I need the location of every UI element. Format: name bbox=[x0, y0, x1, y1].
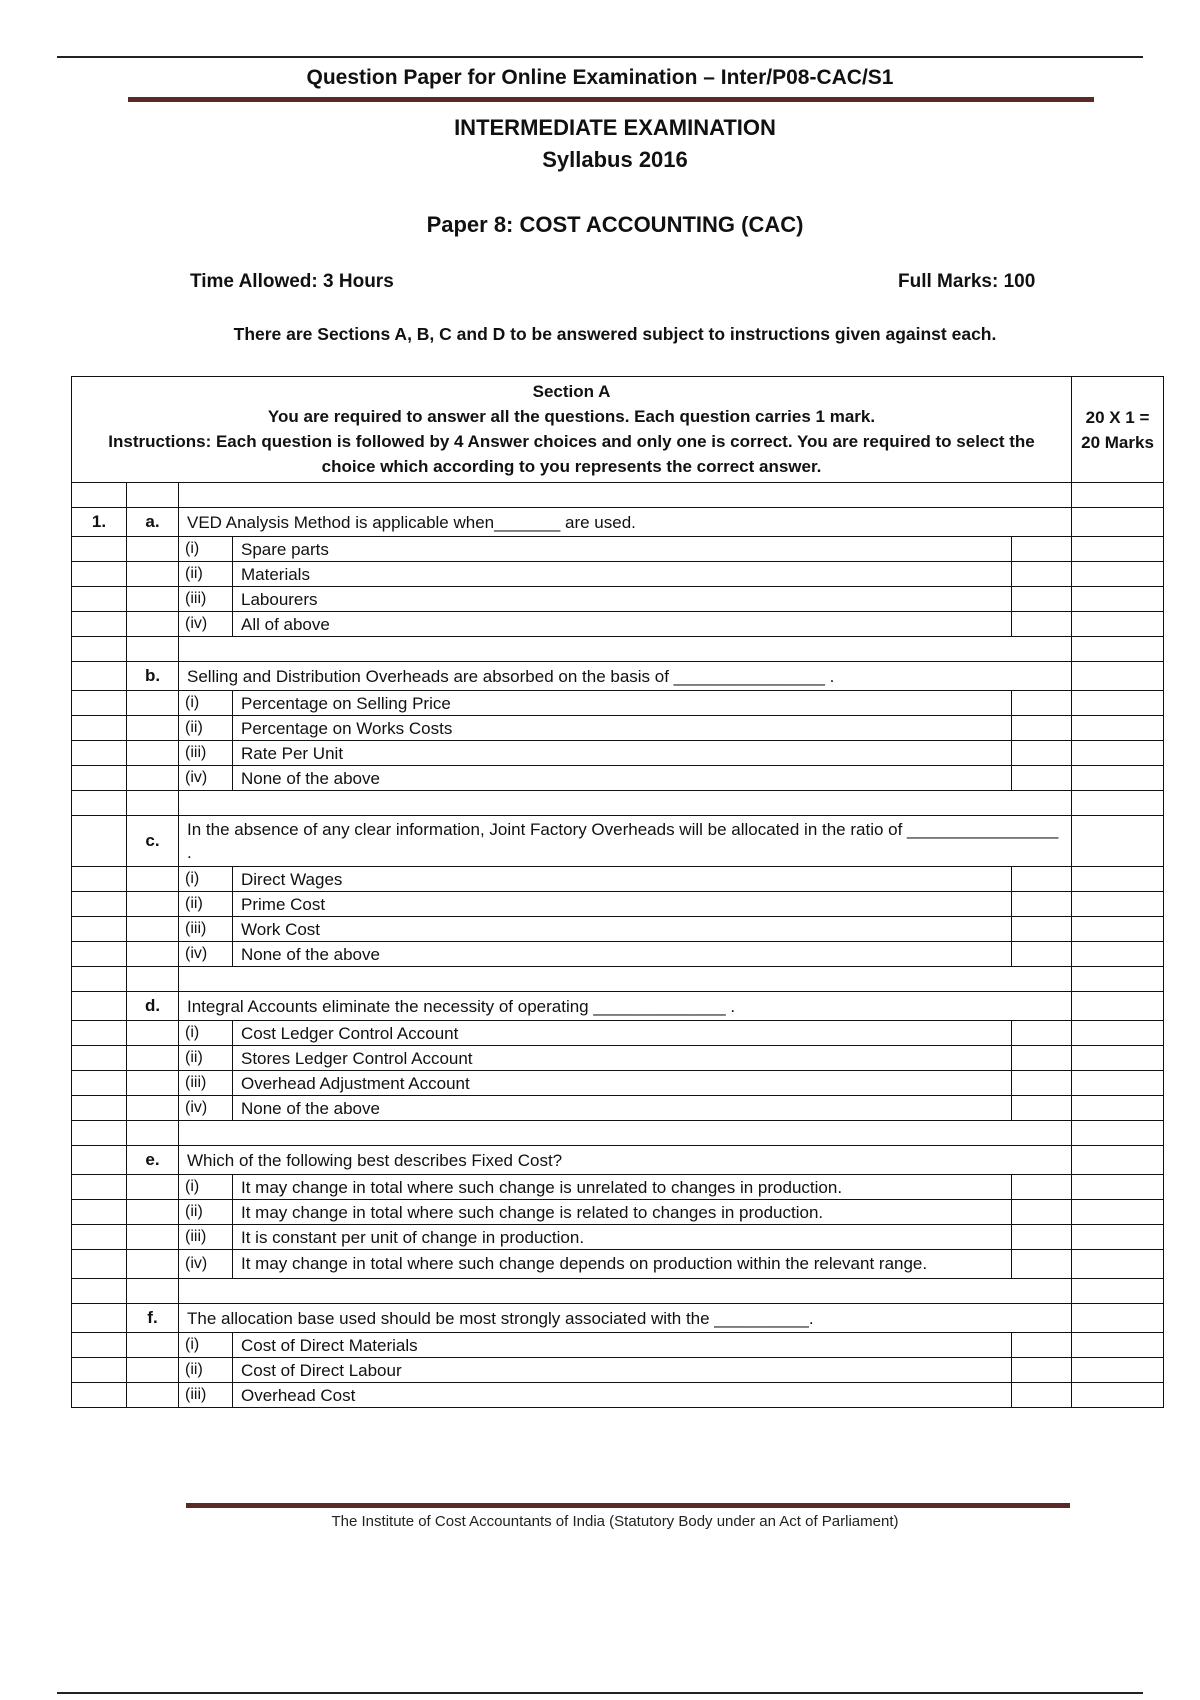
question-row bbox=[72, 816, 1164, 867]
marks-cell bbox=[1072, 377, 1164, 483]
option-text: It may change in total where such change is unrelated to changes in production. bbox=[233, 1175, 1012, 1200]
blank-cell bbox=[72, 1121, 127, 1146]
question-label: c. bbox=[127, 816, 179, 867]
option-number: (iv) bbox=[179, 1250, 233, 1279]
option-number: (ii) bbox=[179, 716, 233, 741]
answer-cell bbox=[1012, 1046, 1072, 1071]
answer-cell bbox=[1012, 917, 1072, 942]
option-row bbox=[72, 1096, 1164, 1121]
footer-text: The Institute of Cost Accountants of India (Statutory Body under an Act of Parliament) bbox=[331, 1513, 899, 1530]
blank-cell bbox=[1072, 612, 1164, 637]
option-text: Overhead Adjustment Account bbox=[233, 1071, 1012, 1096]
blank-cell bbox=[1072, 1046, 1164, 1071]
option-number: (ii) bbox=[179, 892, 233, 917]
option-row bbox=[72, 1021, 1164, 1046]
option-row bbox=[72, 942, 1164, 967]
blank-cell bbox=[1072, 1225, 1164, 1250]
option-row bbox=[72, 741, 1164, 766]
blank-cell bbox=[72, 716, 127, 741]
blank-cell bbox=[1072, 791, 1164, 816]
option-number: (i) bbox=[179, 691, 233, 716]
option-number: (iv) bbox=[179, 942, 233, 967]
option-number: (ii) bbox=[179, 1200, 233, 1225]
footer-bar bbox=[186, 1503, 1070, 1508]
blank-cell bbox=[179, 967, 1072, 992]
option-row bbox=[72, 766, 1164, 791]
option-text: Labourers bbox=[233, 587, 1012, 612]
section-line-1: You are required to answer all the questions. Each question carries 1 mark. bbox=[267, 407, 876, 426]
blank-cell bbox=[127, 892, 179, 917]
answer-cell bbox=[1012, 1200, 1072, 1225]
exam-title: INTERMEDIATE EXAMINATION bbox=[454, 115, 776, 140]
blank-cell bbox=[1072, 917, 1164, 942]
option-number: (i) bbox=[179, 1021, 233, 1046]
option-number: (iii) bbox=[179, 1071, 233, 1096]
option-number: (i) bbox=[179, 1175, 233, 1200]
answer-cell bbox=[1012, 1333, 1072, 1358]
option-text: Materials bbox=[233, 562, 1012, 587]
full-marks: Full Marks: 100 bbox=[898, 271, 1036, 292]
title-bar bbox=[128, 97, 1094, 102]
blank-cell bbox=[127, 612, 179, 637]
option-number: (iii) bbox=[179, 741, 233, 766]
blank-cell bbox=[72, 1358, 127, 1383]
blank-cell bbox=[72, 1383, 127, 1408]
question-label: e. bbox=[127, 1146, 179, 1175]
blank-cell bbox=[72, 537, 127, 562]
option-row bbox=[72, 537, 1164, 562]
blank-cell bbox=[72, 483, 127, 508]
option-number: (i) bbox=[179, 537, 233, 562]
marks-line-2: 20 Marks bbox=[1081, 432, 1154, 452]
question-stem: Integral Accounts eliminate the necessity of operating ______________ . bbox=[179, 992, 1072, 1021]
sections-note: There are Sections A, B, C and D to be answered subject to instructions given against each. bbox=[233, 324, 997, 344]
option-row bbox=[72, 1333, 1164, 1358]
answer-cell bbox=[1012, 867, 1072, 892]
answer-cell bbox=[1012, 537, 1072, 562]
section-a-header bbox=[72, 377, 1164, 483]
option-text: Prime Cost bbox=[233, 892, 1012, 917]
option-text: It is constant per unit of change in production. bbox=[233, 1225, 1012, 1250]
blank-cell bbox=[1072, 1200, 1164, 1225]
option-row bbox=[72, 892, 1164, 917]
blank-cell bbox=[1072, 537, 1164, 562]
blank-cell bbox=[127, 1200, 179, 1225]
answer-cell bbox=[1012, 1021, 1072, 1046]
blank-cell bbox=[72, 562, 127, 587]
blank-cell bbox=[72, 1225, 127, 1250]
blank-cell bbox=[127, 1071, 179, 1096]
answer-cell bbox=[1012, 1383, 1072, 1408]
answer-cell bbox=[1012, 892, 1072, 917]
blank-cell bbox=[127, 483, 179, 508]
blank-cell bbox=[127, 867, 179, 892]
answer-cell bbox=[1012, 587, 1072, 612]
option-number: (i) bbox=[179, 867, 233, 892]
blank-cell bbox=[1072, 1021, 1164, 1046]
blank-cell bbox=[127, 1021, 179, 1046]
section-a-table bbox=[71, 376, 1164, 1408]
blank-cell bbox=[72, 637, 127, 662]
option-row bbox=[72, 1250, 1164, 1279]
answer-cell bbox=[1012, 1096, 1072, 1121]
blank-cell bbox=[72, 741, 127, 766]
blank-cell bbox=[127, 741, 179, 766]
option-text: Overhead Cost bbox=[233, 1383, 1012, 1408]
section-title: Section A bbox=[532, 382, 611, 401]
option-text: None of the above bbox=[233, 942, 1012, 967]
blank-cell bbox=[1072, 992, 1164, 1021]
option-row bbox=[72, 1383, 1164, 1408]
blank-cell bbox=[1072, 1146, 1164, 1175]
option-text: Rate Per Unit bbox=[233, 741, 1012, 766]
top-rule bbox=[57, 56, 1143, 58]
blank-cell bbox=[72, 1279, 127, 1304]
blank-cell bbox=[72, 1046, 127, 1071]
answer-cell bbox=[1012, 1250, 1072, 1279]
option-text: Cost Ledger Control Account bbox=[233, 1021, 1012, 1046]
option-number: (iv) bbox=[179, 612, 233, 637]
question-row bbox=[72, 1304, 1164, 1333]
blank-cell bbox=[72, 587, 127, 612]
answer-cell bbox=[1012, 716, 1072, 741]
blank-cell bbox=[1072, 1175, 1164, 1200]
answer-cell bbox=[1012, 766, 1072, 791]
blank-cell bbox=[127, 1096, 179, 1121]
answer-cell bbox=[1012, 1175, 1072, 1200]
blank-cell bbox=[127, 1225, 179, 1250]
blank-cell bbox=[72, 1250, 127, 1279]
answer-cell bbox=[1012, 612, 1072, 637]
syllabus: Syllabus 2016 bbox=[542, 147, 688, 172]
blank-cell bbox=[72, 791, 127, 816]
blank-cell bbox=[1072, 662, 1164, 691]
option-number: (iii) bbox=[179, 587, 233, 612]
option-number: (i) bbox=[179, 1333, 233, 1358]
blank-cell bbox=[127, 967, 179, 992]
option-row bbox=[72, 612, 1164, 637]
option-number: (iv) bbox=[179, 1096, 233, 1121]
option-text: None of the above bbox=[233, 766, 1012, 791]
blank-cell bbox=[72, 691, 127, 716]
question-stem: Which of the following best describes Fixed Cost? bbox=[179, 1146, 1072, 1175]
section-a-instructions bbox=[72, 377, 1072, 483]
blank-cell bbox=[127, 716, 179, 741]
blank-cell bbox=[72, 1304, 127, 1333]
blank-cell bbox=[1072, 942, 1164, 967]
blank-cell bbox=[1072, 716, 1164, 741]
blank-cell bbox=[1072, 637, 1164, 662]
blank-cell bbox=[127, 1333, 179, 1358]
question-number: 1. bbox=[72, 508, 127, 537]
option-row bbox=[72, 1225, 1164, 1250]
answer-cell bbox=[1012, 1358, 1072, 1383]
answer-cell bbox=[1012, 691, 1072, 716]
blank-cell bbox=[72, 942, 127, 967]
question-stem: Selling and Distribution Overheads are absorbed on the basis of ________________ . bbox=[179, 662, 1072, 691]
question-row bbox=[72, 992, 1164, 1021]
option-row bbox=[72, 867, 1164, 892]
blank-cell bbox=[1072, 766, 1164, 791]
blank-cell bbox=[1072, 562, 1164, 587]
spacer-row bbox=[72, 967, 1164, 992]
blank-cell bbox=[127, 1358, 179, 1383]
blank-cell bbox=[127, 766, 179, 791]
question-label: d. bbox=[127, 992, 179, 1021]
blank-cell bbox=[1072, 1071, 1164, 1096]
blank-cell bbox=[127, 917, 179, 942]
blank-cell bbox=[72, 1200, 127, 1225]
paper-title: Paper 8: COST ACCOUNTING (CAC) bbox=[426, 212, 804, 237]
blank-cell bbox=[127, 1250, 179, 1279]
blank-cell bbox=[1072, 816, 1164, 867]
blank-cell bbox=[127, 791, 179, 816]
option-number: (ii) bbox=[179, 562, 233, 587]
blank-cell bbox=[179, 1279, 1072, 1304]
option-row bbox=[72, 716, 1164, 741]
blank-cell bbox=[72, 967, 127, 992]
spacer-row bbox=[72, 1121, 1164, 1146]
option-row bbox=[72, 917, 1164, 942]
option-number: (iv) bbox=[179, 766, 233, 791]
answer-cell bbox=[1012, 1071, 1072, 1096]
blank-cell bbox=[72, 1175, 127, 1200]
blank-cell bbox=[127, 1121, 179, 1146]
blank-cell bbox=[127, 942, 179, 967]
spacer-row bbox=[72, 637, 1164, 662]
blank-cell bbox=[1072, 691, 1164, 716]
blank-cell bbox=[72, 1146, 127, 1175]
question-row bbox=[72, 662, 1164, 691]
option-row bbox=[72, 1200, 1164, 1225]
blank-cell bbox=[1072, 967, 1164, 992]
option-number: (iii) bbox=[179, 1225, 233, 1250]
answer-cell bbox=[1012, 562, 1072, 587]
section-line-2: Instructions: Each question is followed by 4 Answer choices and only one is correct. You are required to select the choice which according to you represents the correct answer. bbox=[108, 432, 1035, 476]
blank-cell bbox=[72, 917, 127, 942]
blank-cell bbox=[72, 816, 127, 867]
blank-cell bbox=[179, 791, 1072, 816]
blank-cell bbox=[72, 612, 127, 637]
option-number: (iii) bbox=[179, 1383, 233, 1408]
blank-cell bbox=[72, 1021, 127, 1046]
blank-cell bbox=[1072, 1250, 1164, 1279]
blank-cell bbox=[1072, 867, 1164, 892]
blank-cell bbox=[1072, 587, 1164, 612]
blank-cell bbox=[72, 766, 127, 791]
option-text: Cost of Direct Labour bbox=[233, 1358, 1012, 1383]
marks-line-1: 20 X 1 = bbox=[1085, 407, 1150, 427]
blank-cell bbox=[179, 1121, 1072, 1146]
answer-cell bbox=[1012, 741, 1072, 766]
option-row bbox=[72, 587, 1164, 612]
option-text: It may change in total where such change depends on production within the relevant range. bbox=[233, 1250, 1012, 1279]
blank-cell bbox=[72, 662, 127, 691]
option-text: Spare parts bbox=[233, 537, 1012, 562]
blank-cell bbox=[72, 1333, 127, 1358]
blank-cell bbox=[127, 1279, 179, 1304]
blank-cell bbox=[72, 867, 127, 892]
option-text: Stores Ledger Control Account bbox=[233, 1046, 1012, 1071]
blank-cell bbox=[1072, 1358, 1164, 1383]
question-stem: In the absence of any clear information, Joint Factory Overheads will be allocated in the ratio of ________________ . bbox=[179, 816, 1072, 867]
option-text: It may change in total where such change is related to changes in production. bbox=[233, 1200, 1012, 1225]
option-row bbox=[72, 1046, 1164, 1071]
question-row bbox=[72, 508, 1164, 537]
option-text: Cost of Direct Materials bbox=[233, 1333, 1012, 1358]
option-row bbox=[72, 1358, 1164, 1383]
question-row bbox=[72, 1146, 1164, 1175]
question-label: b. bbox=[127, 662, 179, 691]
option-number: (iii) bbox=[179, 917, 233, 942]
blank-cell bbox=[1072, 1279, 1164, 1304]
blank-cell bbox=[1072, 1333, 1164, 1358]
spacer-row bbox=[72, 791, 1164, 816]
answer-cell bbox=[1012, 942, 1072, 967]
option-number: (ii) bbox=[179, 1358, 233, 1383]
blank-cell bbox=[127, 1175, 179, 1200]
option-text: Direct Wages bbox=[233, 867, 1012, 892]
blank-cell bbox=[127, 1046, 179, 1071]
blank-cell bbox=[1072, 1121, 1164, 1146]
time-allowed: Time Allowed: 3 Hours bbox=[190, 271, 394, 292]
blank-cell bbox=[1072, 483, 1164, 508]
blank-cell bbox=[72, 892, 127, 917]
blank-cell bbox=[179, 637, 1072, 662]
option-text: All of above bbox=[233, 612, 1012, 637]
blank-cell bbox=[127, 587, 179, 612]
bottom-rule bbox=[57, 1692, 1143, 1694]
blank-cell bbox=[127, 1383, 179, 1408]
blank-cell bbox=[1072, 1096, 1164, 1121]
option-text: Percentage on Selling Price bbox=[233, 691, 1012, 716]
spacer-row bbox=[72, 1279, 1164, 1304]
answer-cell bbox=[1012, 1225, 1072, 1250]
option-row bbox=[72, 1175, 1164, 1200]
option-row bbox=[72, 691, 1164, 716]
blank-cell bbox=[1072, 741, 1164, 766]
blank-cell bbox=[1072, 892, 1164, 917]
blank-cell bbox=[1072, 508, 1164, 537]
blank-cell bbox=[72, 992, 127, 1021]
blank-cell bbox=[127, 562, 179, 587]
blank-cell bbox=[179, 483, 1072, 508]
blank-cell bbox=[127, 537, 179, 562]
blank-cell bbox=[1072, 1304, 1164, 1333]
blank-cell bbox=[72, 1096, 127, 1121]
blank-cell bbox=[1072, 1383, 1164, 1408]
blank-cell bbox=[127, 637, 179, 662]
option-text: Work Cost bbox=[233, 917, 1012, 942]
spacer-row bbox=[72, 483, 1164, 508]
option-text: Percentage on Works Costs bbox=[233, 716, 1012, 741]
question-label: f. bbox=[127, 1304, 179, 1333]
option-row bbox=[72, 1071, 1164, 1096]
blank-cell bbox=[72, 1071, 127, 1096]
blank-cell bbox=[127, 691, 179, 716]
question-stem: VED Analysis Method is applicable when_______ are used. bbox=[179, 508, 1072, 537]
question-stem: The allocation base used should be most strongly associated with the __________. bbox=[179, 1304, 1072, 1333]
question-label: a. bbox=[127, 508, 179, 537]
option-number: (ii) bbox=[179, 1046, 233, 1071]
option-row bbox=[72, 562, 1164, 587]
option-text: None of the above bbox=[233, 1096, 1012, 1121]
running-title: Question Paper for Online Examination – Inter/P08-CAC/S1 bbox=[306, 66, 894, 89]
